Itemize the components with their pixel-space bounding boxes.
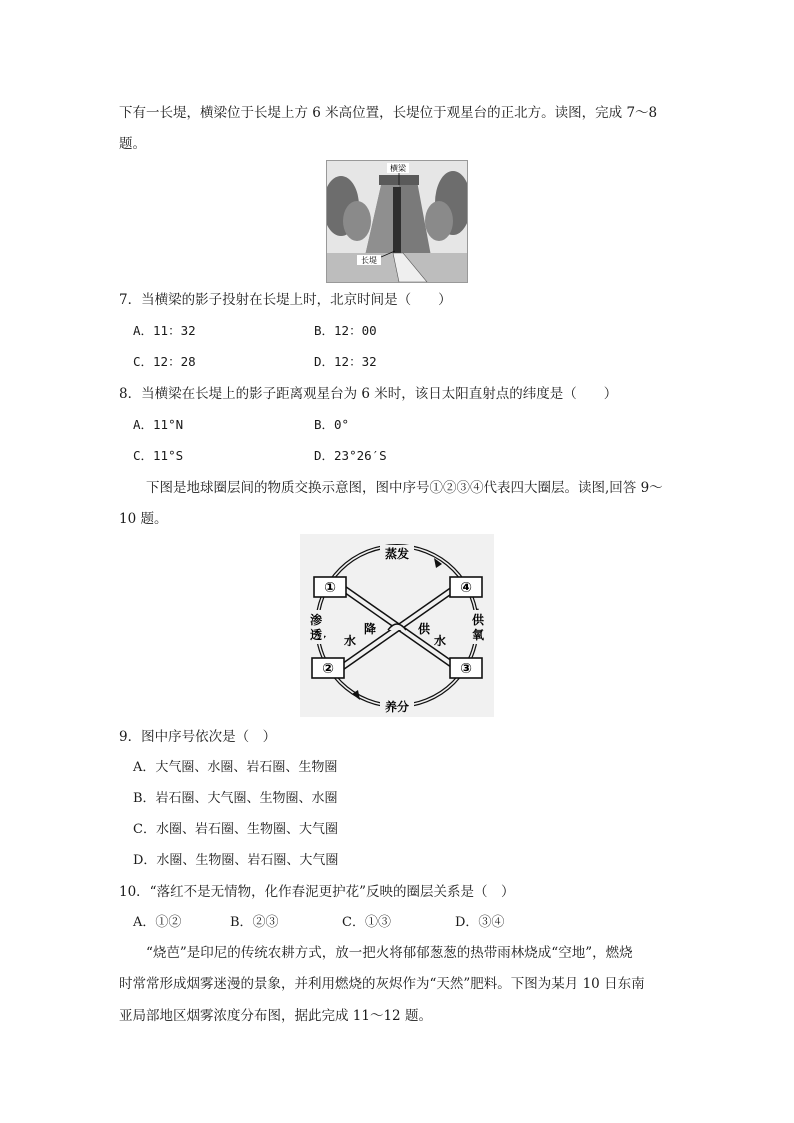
oxygen-supply-label-2: 氧: [471, 628, 485, 642]
intro-11-12-line-2: 时常常形成烟雾迷漫的景象，并利用燃烧的灰烬作为“天然”肥料。下图为某月 10 日东南: [119, 976, 645, 992]
dike-label: 长堤: [361, 256, 377, 265]
q10-option-a: A．①②: [133, 915, 182, 930]
evaporation-label: 蒸发: [384, 547, 410, 561]
box-4-label: ④: [460, 580, 472, 596]
box-2-label: ②: [322, 661, 334, 677]
q10-option-d: D．③④: [455, 915, 505, 930]
q10-option-c: C．①③: [342, 915, 391, 930]
oxygen-supply-label-1: 供: [471, 613, 485, 627]
q8-stem: 8．当横梁在长堤上的影子距离观星台为 6 米时，该日太阳直射点的纬度是（ ）: [119, 386, 618, 402]
intro-11-12-line-3: 亚局部地区烟雾浓度分布图，据此完成 11～12 题。: [119, 1008, 432, 1024]
box-3-label: ③: [460, 661, 472, 677]
nutrient-label: 养分: [384, 700, 410, 714]
q7-option-b: B．12：00: [314, 323, 377, 338]
infiltration-label-2: 透: [309, 628, 323, 642]
q8-option-c: C．11°S: [133, 448, 184, 463]
precipitation-label-1: 水: [343, 634, 357, 648]
q9-option-b: B．岩石圈、大气圈、生物圈、水圈: [133, 791, 338, 806]
q7-option-d: D．12：32: [314, 354, 377, 369]
infiltration-label-1: 渗: [309, 613, 323, 627]
intro-7-8-line-1: 下有一长堤，横梁位于长堤上方 6 米高位置，长堤位于观星台的正北方。读图，完成 7～8: [119, 105, 658, 121]
q7-option-a: A．11：32: [133, 323, 196, 338]
box-1-label: ①: [324, 580, 336, 596]
precipitation-label-2: 降: [363, 622, 377, 636]
sphere-exchange-svg: [300, 534, 494, 717]
q8-option-d: D．23°26′S: [314, 448, 387, 463]
intro-9-10-line-2: 10 题。: [119, 511, 168, 527]
intro-7-8-line-2: 题。: [119, 136, 146, 152]
sphere-exchange-diagram: [300, 534, 494, 717]
q9-option-d: D．水圈、生物圈、岩石圈、大气圈: [133, 853, 339, 868]
intro-9-10-line-1: 下图是地球圈层间的物质交换示意图，图中序号①②③④代表四大圈层。读图,回答 9～: [146, 480, 663, 496]
q10-stem: 10．“落红不是无情物，化作春泥更护花”反映的圈层关系是（ ）: [119, 884, 515, 900]
q9-stem: 9．图中序号依次是（ ）: [119, 729, 277, 745]
q8-option-b: B．0°: [314, 417, 350, 432]
q9-option-a: A．大气圈、水圈、岩石圈、生物圈: [133, 760, 338, 775]
q7-option-c: C．12：28: [133, 354, 196, 369]
q9-option-c: C．水圈、岩石圈、生物圈、大气圈: [133, 822, 338, 837]
q8-option-a: A．11°N: [133, 417, 184, 432]
intro-11-12-line-1: “烧芭”是印尼的传统农耕方式，放一把火将郁郁葱葱的热带雨林烧成“空地”，燃烧: [146, 945, 633, 961]
q10-option-b: B．②③: [230, 915, 279, 930]
observatory-photo: [326, 160, 468, 283]
water-supply-label-2: 水: [433, 634, 447, 648]
observatory-photo-drawing: [327, 161, 467, 282]
water-supply-label-1: 供: [417, 622, 431, 636]
beam-label: 横梁: [390, 164, 406, 173]
q7-stem: 7．当横梁的影子投射在长堤上时，北京时间是（ ）: [119, 292, 452, 308]
